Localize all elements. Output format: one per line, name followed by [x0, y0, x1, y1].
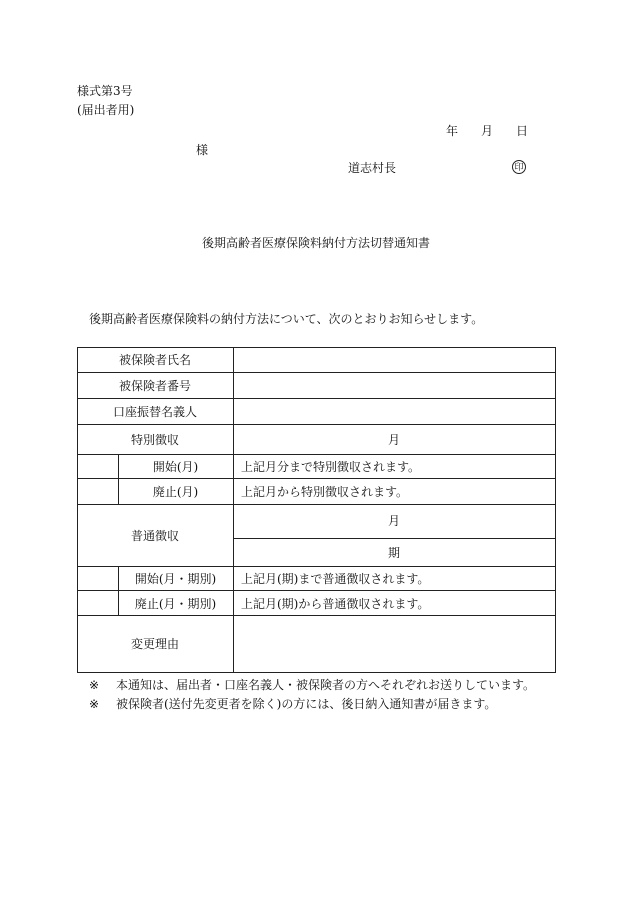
normal-period: 期 [387, 546, 400, 560]
account-holder-field[interactable] [234, 399, 555, 424]
normal-start-label: 開始(月・期別) [134, 572, 217, 586]
note-mark: ※ [89, 678, 100, 692]
reason-field[interactable] [234, 616, 555, 672]
special-start-text: 上記月分まで特別徴収されます。 [241, 460, 421, 474]
recipient-suffix: 様 [196, 143, 209, 157]
special-stop-label: 廃止(月) [152, 485, 199, 499]
special-month: 月 [387, 433, 400, 447]
note-text: 被保険者(送付先変更者を除く)の方には、後日納入通知書が届きます。 [116, 697, 497, 711]
note-text: 本通知は、届出者・口座名義人・被保険者の方へそれぞれお送りしています。 [116, 678, 536, 692]
form-number: 様式第3号 [77, 84, 133, 98]
document-title: 後期高齢者医療保険料納付方法切替通知書 [202, 236, 431, 250]
note-mark: ※ [89, 697, 100, 711]
special-stop-text: 上記月から特別徴収されます。 [241, 485, 409, 499]
seal-mark: 印 [512, 160, 526, 174]
normal-stop-label: 廃止(月・期別) [134, 597, 217, 611]
insured-number-label: 被保険者番号 [118, 379, 191, 393]
date-day: 日 [516, 124, 529, 138]
special-collection-label: 特別徴収 [130, 433, 179, 447]
normal-collection-label: 普通徴収 [130, 529, 179, 543]
intro-text: 後期高齢者医療保険料の納付方法について、次のとおりお知らせします。 [89, 312, 484, 326]
form-for: (届出者用) [77, 103, 135, 117]
normal-start-text: 上記月(期)まで普通徴収されます。 [241, 572, 430, 586]
account-holder-label: 口座振替名義人 [112, 405, 197, 419]
reason-label: 変更理由 [130, 637, 179, 651]
normal-stop-text: 上記月(期)から普通徴収されます。 [241, 597, 430, 611]
date-month: 月 [481, 124, 494, 138]
insured-name-field[interactable] [234, 348, 555, 372]
special-start-label: 開始(月) [152, 460, 199, 474]
insured-number-field[interactable] [234, 373, 555, 398]
normal-month: 月 [387, 514, 400, 528]
insured-name-label: 被保険者氏名 [118, 353, 191, 367]
issuer: 道志村長 [348, 161, 397, 175]
date-year: 年 [446, 124, 459, 138]
